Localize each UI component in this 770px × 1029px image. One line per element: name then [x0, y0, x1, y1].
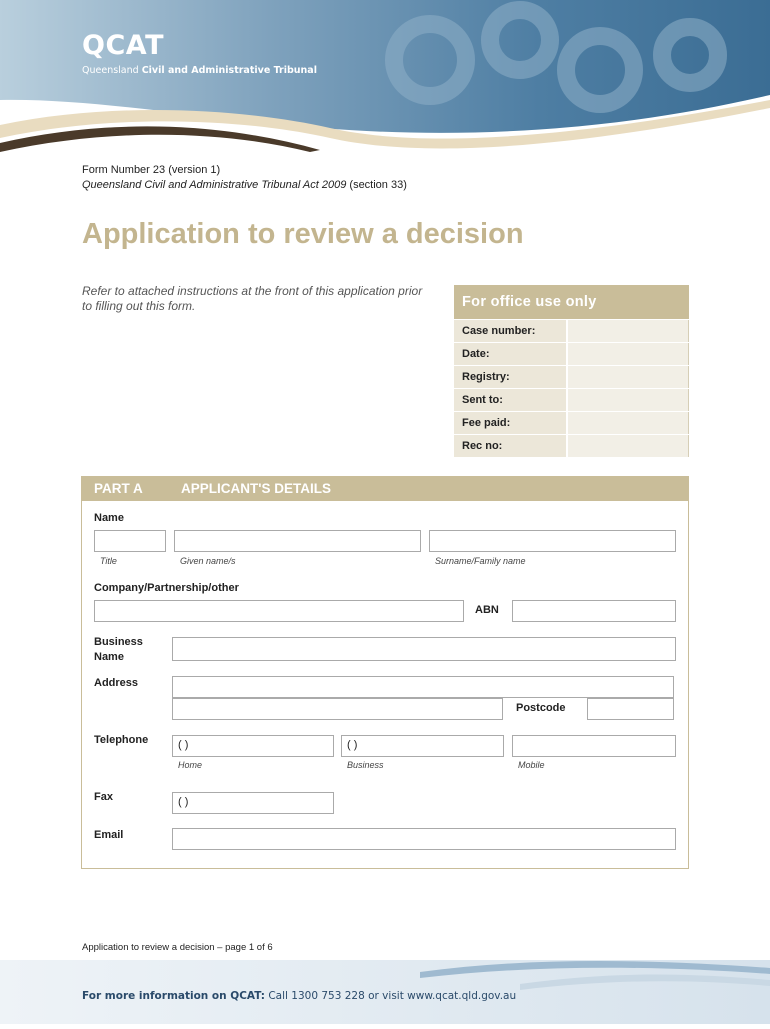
case-number-field[interactable]: [568, 320, 689, 342]
office-row-label: Rec no:: [454, 435, 566, 457]
fee-paid-field[interactable]: [568, 412, 689, 434]
qcat-logo-title: QCAT: [82, 30, 164, 61]
title-caption: Title: [100, 556, 117, 566]
header-graphic: [0, 0, 770, 165]
sent-to-field[interactable]: [568, 389, 689, 411]
business-phone-input[interactable]: [341, 735, 504, 757]
fax-input[interactable]: [172, 792, 334, 814]
act-reference: Queensland Civil and Administrative Tribunal Act 2009 (section 33): [82, 179, 407, 191]
form-number: Form Number 23 (version 1): [82, 164, 221, 176]
telephone-label: Telephone: [94, 734, 149, 746]
business-caption: Business: [347, 760, 384, 770]
office-row: [454, 435, 689, 457]
title-input[interactable]: [94, 530, 166, 552]
fax-area-code-brackets: ( ): [178, 796, 189, 808]
part-a-heading: [81, 476, 689, 501]
footer-graphic: [0, 950, 770, 1024]
mobile-phone-input[interactable]: [512, 735, 676, 757]
instructions-note: Refer to attached instructions at the front of this application prior to filling out this form.: [82, 284, 423, 313]
company-label: Company/Partnership/other: [94, 582, 239, 594]
office-use-heading: For office use only: [454, 285, 689, 319]
registry-field[interactable]: [568, 366, 689, 388]
postcode-label: Postcode: [516, 702, 566, 714]
qcat-logo-subtitle: Queensland Civil and Administrative Tribunal: [82, 65, 317, 76]
email-label: Email: [94, 829, 124, 841]
given-names-input[interactable]: [174, 530, 421, 552]
office-row: [454, 389, 689, 411]
office-row: [454, 343, 689, 365]
office-row-label: Sent to:: [454, 389, 566, 411]
contact-info: For more information on QCAT: Call 1300 753 228 or visit www.qcat.qld.gov.au: [82, 990, 517, 1002]
abn-label: ABN: [475, 604, 499, 616]
surname-input[interactable]: [429, 530, 676, 552]
address-label: Address: [94, 677, 139, 689]
mobile-caption: Mobile: [518, 760, 545, 770]
footer-band: [0, 950, 770, 1024]
office-row: [454, 320, 689, 342]
address-line-2-input[interactable]: [172, 698, 503, 720]
page-title: Application to review a decision: [82, 218, 524, 250]
header-banner: [0, 0, 770, 165]
part-a-title: APPLICANT'S DETAILS: [181, 481, 331, 496]
rec-no-field[interactable]: [568, 435, 689, 457]
home-phone-input[interactable]: [172, 735, 334, 757]
name-label: Name: [94, 512, 124, 524]
surname-caption: Surname/Family name: [435, 556, 526, 566]
given-names-caption: Given name/s: [180, 556, 236, 566]
date-field[interactable]: [568, 343, 689, 365]
postcode-input[interactable]: [587, 698, 674, 720]
office-use-table: [454, 285, 689, 457]
page-number-note: Application to review a decision – page 1 of 6: [82, 942, 273, 953]
office-row-label: Case number:: [454, 320, 566, 342]
office-row: [454, 412, 689, 434]
business-name-input[interactable]: [172, 637, 676, 661]
business-name-label: Business Name: [94, 636, 143, 663]
office-row: [454, 366, 689, 388]
home-caption: Home: [178, 760, 203, 770]
office-row-label: Fee paid:: [454, 412, 566, 434]
fax-label: Fax: [94, 791, 113, 803]
abn-input[interactable]: [512, 600, 676, 622]
business-area-code-brackets: ( ): [347, 739, 358, 751]
home-area-code-brackets: ( ): [178, 739, 189, 751]
office-row-label: Registry:: [454, 366, 566, 388]
company-input[interactable]: [94, 600, 464, 622]
part-a-label: PART A: [94, 481, 143, 496]
email-input[interactable]: [172, 828, 676, 850]
office-row-label: Date:: [454, 343, 566, 365]
address-line-1-input[interactable]: [172, 676, 674, 698]
